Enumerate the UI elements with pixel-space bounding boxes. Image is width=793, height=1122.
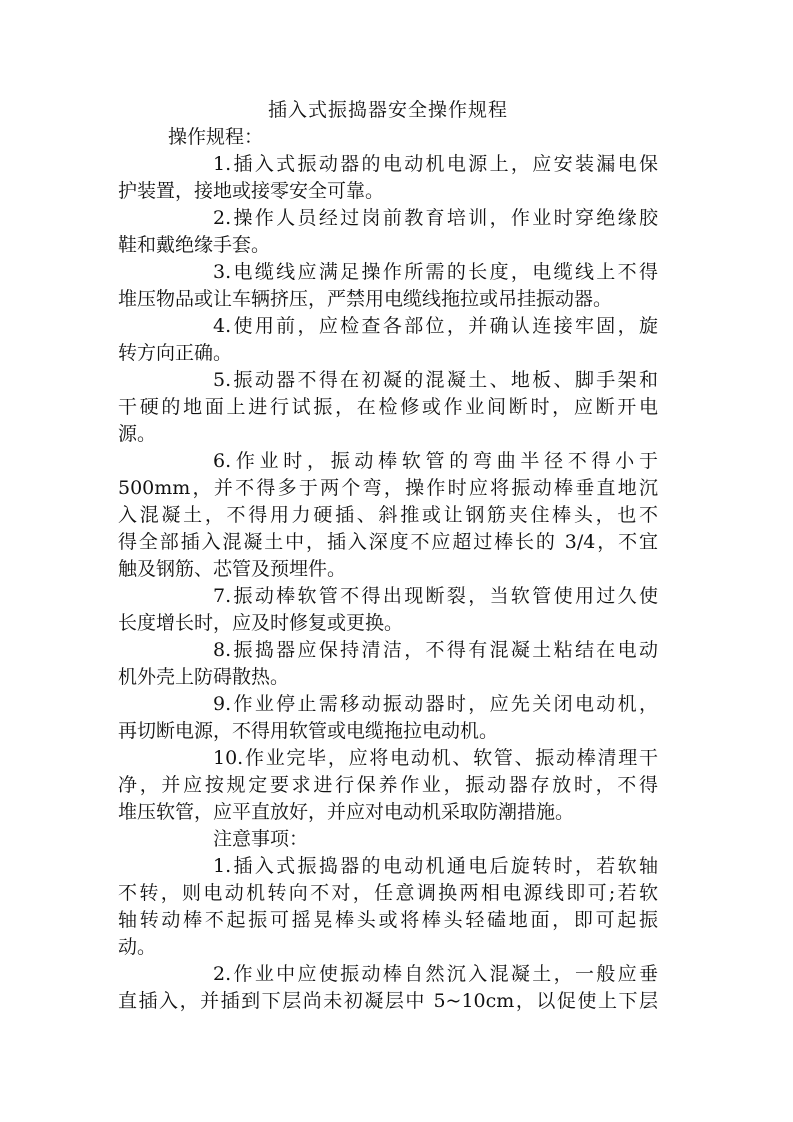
paragraph-line: 500mm，并不得多于两个弯，操作时应将振动棒垂直地沉 [118, 477, 658, 499]
section-heading: 操作规程： [168, 126, 264, 148]
list-item [118, 151, 658, 205]
section-heading: 注意事项： [213, 828, 309, 850]
paragraph-line: 1.插入式振动器的电动机电源上，应安装漏电保 [213, 153, 658, 175]
paragraph-line: 7.振动棒软管不得出现断裂，当软管使用过久使 [213, 585, 658, 607]
paragraph-line: 净，并应按规定要求进行保养作业，振动器存放时，不得 [118, 774, 658, 796]
paragraph-line: 5.振动器不得在初凝的混凝土、地板、脚手架和 [213, 369, 658, 391]
paragraph-line: 源。 [118, 423, 157, 445]
list-item [118, 448, 658, 583]
paragraph-line: 转方向正确。 [118, 342, 233, 364]
list-item [118, 691, 658, 745]
list-item [118, 637, 658, 691]
paragraph-line: 8.振捣器应保持清洁，不得有混凝土粘结在电动 [213, 639, 658, 661]
list-item [118, 313, 658, 367]
paragraph-line: 2.作业中应使振动棒自然沉入混凝土，一般应垂 [213, 963, 658, 985]
paragraph-line: 长度增长时，应及时修复或更换。 [118, 612, 404, 634]
paragraph-line: 入混凝土，不得用力硬插、斜推或让钢筋夹住棒头，也不 [118, 504, 658, 526]
paragraph-line: 9.作业停止需移动振动器时，应先关闭电动机， [213, 693, 658, 715]
paragraph-line: 不转，则电动机转向不对，任意调换两相电源线即可;若软 [118, 882, 658, 904]
list-item [118, 205, 658, 259]
list-item [118, 367, 658, 448]
paragraph-line: 动。 [118, 936, 157, 958]
document-title: 插入式振捣器安全操作规程 [267, 99, 508, 121]
paragraph-line: 堆压物品或让车辆挤压，严禁用电缆线拖拉或吊挂振动器。 [118, 288, 613, 310]
paragraph-line: 直插入，并插到下层尚未初凝层中 5~10cm，以促使上下层 [118, 990, 658, 1012]
paragraph-line: 护装置，接地或接零安全可靠。 [118, 180, 385, 202]
paragraph-line: 1.插入式振捣器的电动机通电后旋转时，若软轴 [213, 855, 658, 877]
paragraph-line: 6.作业时，振动棒软管的弯曲半径不得小于 [213, 450, 658, 472]
document-body [118, 97, 658, 1015]
paragraph-line: 4.使用前，应检查各部位，并确认连接牢固，旋 [213, 315, 658, 337]
paragraph-line: 机外壳上防碍散热。 [118, 666, 290, 688]
paragraph-line: 2.操作人员经过岗前教育培训，作业时穿绝缘胶 [213, 207, 658, 229]
list-item [118, 259, 658, 313]
list-item [118, 853, 658, 961]
paragraph-line: 轴转动棒不起振可摇晃棒头或将棒头轻磕地面，即可起振 [118, 909, 658, 931]
paragraph-line: 触及钢筋、芯管及预埋件。 [118, 558, 347, 580]
list-item [118, 961, 658, 1015]
paragraph-line: 堆压软管，应平直放好，并应对电动机采取防潮措施。 [118, 801, 575, 823]
paragraph-line: 再切断电源，不得用软管或电缆拖拉电动机。 [118, 720, 499, 742]
paragraph-line: 得全部插入混凝土中，插入深度不应超过棒长的 3/4，不宜 [118, 531, 658, 553]
list-item [118, 583, 658, 637]
list-item [118, 745, 658, 826]
paragraph-line: 3.电缆线应满足操作所需的长度，电缆线上不得 [213, 261, 658, 283]
paragraph-line: 鞋和戴绝缘手套。 [118, 234, 271, 256]
paragraph-line: 10.作业完毕，应将电动机、软管、振动棒清理干 [213, 747, 658, 769]
paragraph-line: 干硬的地面上进行试振，在检修或作业间断时，应断开电 [118, 396, 658, 418]
